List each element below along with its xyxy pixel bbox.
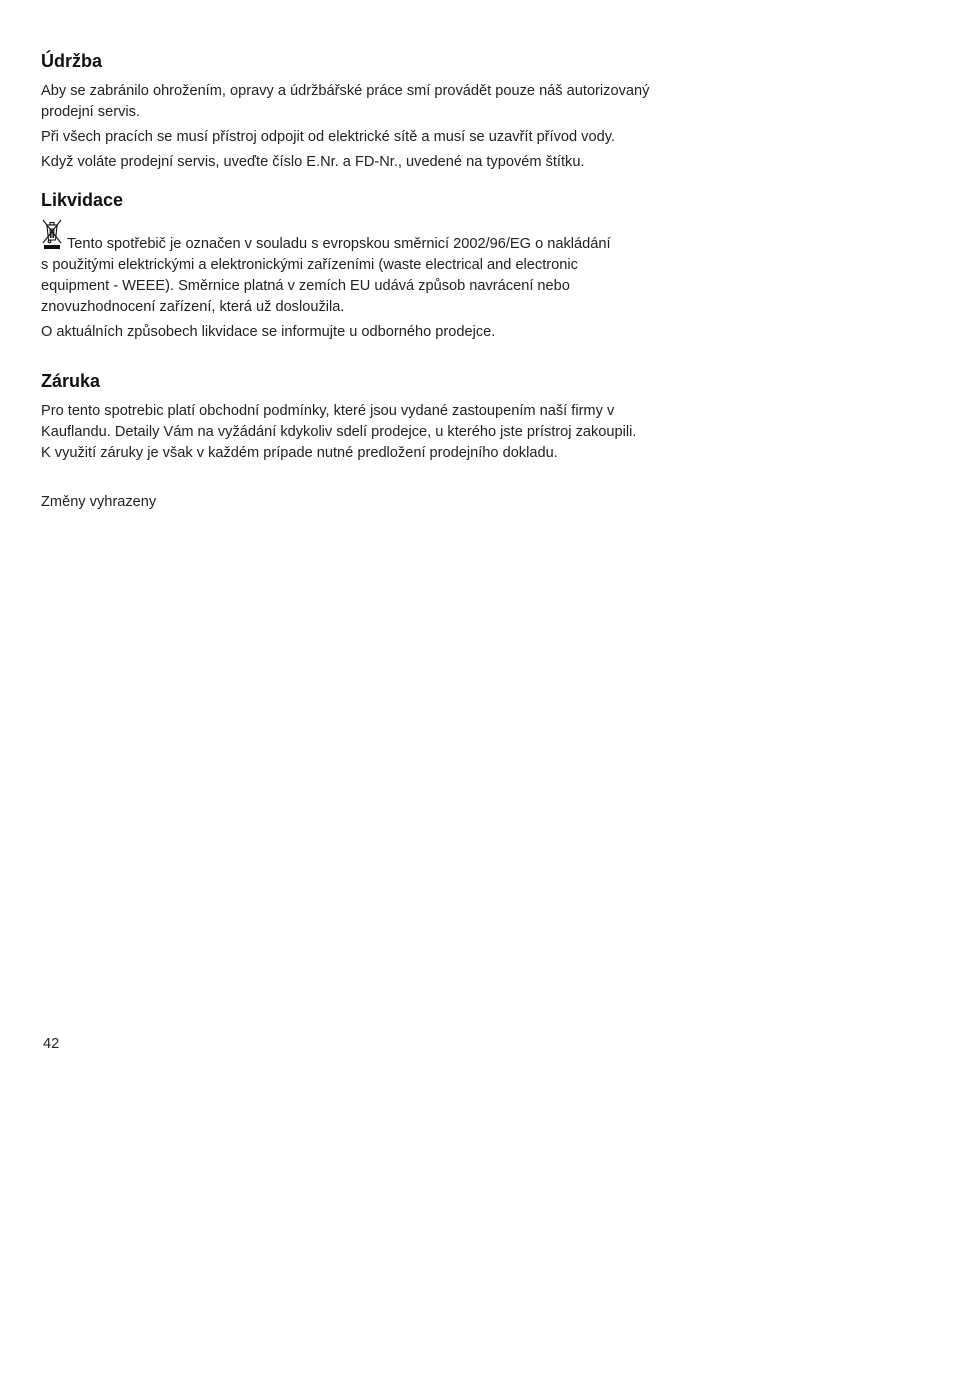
text-line: Aby se zabránilo ohrožením, opravy a údržbářské práce smí provádět pouze náš autorizovaný [41, 83, 650, 99]
text-line: znovuzhodnocení zařízení, která už dosloužila. [41, 299, 345, 315]
text-line: Tento spotřebič je označen v souladu s evropskou směrnicí 2002/96/EG o nakládání [67, 236, 611, 252]
section-maintenance [41, 50, 741, 177]
disposal-paragraph-1 [41, 219, 741, 318]
text-line: Kauflandu. Detaily Vám na vyžádání kdykoliv sdelí prodejce, u kterého jste prístroj zakoupili. [41, 424, 637, 440]
text-line: prodejní servis. [41, 104, 140, 120]
section-warranty [41, 370, 741, 464]
crossed-out-wheelie-bin-icon [41, 219, 63, 250]
page-number: 42 [43, 1036, 60, 1052]
text-line: s použitými elektrickými a elektronickými zařízeními (waste electrical and electronic [41, 257, 578, 273]
section-title-disposal: Likvidace [41, 190, 124, 210]
text-line: K využití záruky je však v každém prípade nutné predložení prodejního dokladu. [41, 445, 558, 461]
section-disposal [41, 189, 741, 347]
warranty-paragraph [41, 401, 741, 464]
maintenance-paragraph-3: Když voláte prodejní servis, uveďte číslo E.Nr. a FD-Nr., uvedené na typovém štítku. [41, 154, 585, 170]
text-line: equipment - WEEE). Směrnice platná v zemích EU udává způsob navrácení nebo [41, 278, 570, 294]
maintenance-paragraph-1 [41, 81, 741, 123]
section-title-warranty: Záruka [41, 371, 101, 391]
section-title-maintenance: Údržba [41, 51, 103, 71]
disposal-paragraph-2: O aktuálních způsobech likvidace se informujte u odborného prodejce. [41, 324, 496, 340]
maintenance-paragraph-2: Při všech pracích se musí přístroj odpojit od elektrické sítě a musí se uzavřít přívod vody. [41, 129, 615, 145]
text-line: Pro tento spotrebic platí obchodní podmínky, které jsou vydané zastoupením naší firmy v [41, 403, 615, 419]
changes-reserved-note: Změny vyhrazeny [41, 494, 157, 510]
